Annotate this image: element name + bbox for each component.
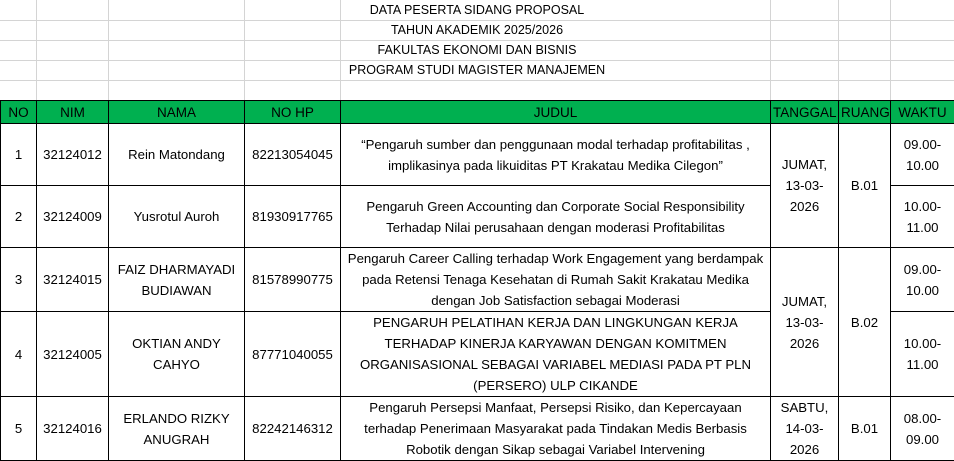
- table-header-row: [1, 101, 954, 124]
- cell-nama[interactable]: FAIZ DHARMAYADI BUDIAWAN: [109, 248, 245, 312]
- cell-ruang[interactable]: B.01: [839, 397, 891, 461]
- col-header-nim[interactable]: NIM: [37, 101, 109, 124]
- cell-hp[interactable]: 82242146312: [245, 397, 341, 461]
- title-line-3: FAKULTAS EKONOMI DAN BISNIS: [0, 40, 954, 61]
- col-header-hp[interactable]: NO HP: [245, 101, 341, 124]
- cell-hp[interactable]: 82213054045: [245, 124, 341, 186]
- cell-nama[interactable]: ERLANDO RIZKY ANUGRAH: [109, 397, 245, 461]
- cell-tanggal[interactable]: JUMAT, 13-03-2026: [771, 124, 839, 248]
- cell-nim[interactable]: 32124015: [37, 248, 109, 312]
- cell-judul[interactable]: Pengaruh Green Accounting dan Corporate Social Responsibility Terhadap Nilai perusahaan dengan moderasi Profitabilitas: [341, 186, 771, 248]
- col-header-waktu[interactable]: WAKTU: [891, 101, 954, 124]
- title-line-2: TAHUN AKADEMIK 2025/2026: [0, 20, 954, 41]
- cell-hp[interactable]: 81930917765: [245, 186, 341, 248]
- cell-hp[interactable]: 81578990775: [245, 248, 341, 312]
- cell-tanggal[interactable]: JUMAT, 13-03-2026: [771, 248, 839, 397]
- cell-no[interactable]: 5: [1, 397, 37, 461]
- table-row: [1, 124, 954, 186]
- cell-waktu[interactable]: 10.00-11.00: [891, 312, 954, 397]
- cell-nama[interactable]: Yusrotul Auroh: [109, 186, 245, 248]
- title-line-1: DATA PESERTA SIDANG PROPOSAL: [0, 0, 954, 21]
- col-header-tanggal[interactable]: TANGGAL: [771, 101, 839, 124]
- cell-nama[interactable]: OKTIAN ANDY CAHYO: [109, 312, 245, 397]
- cell-judul[interactable]: Pengaruh Career Calling terhadap Work Engagement yang berdampak pada Retensi Tenaga Kesehatan di Rumah Sakit Krakatau Medika dengan Job Satisfaction sebagai Moderasi: [341, 248, 771, 312]
- cell-judul[interactable]: PENGARUH PELATIHAN KERJA DAN LINGKUNGAN KERJA TERHADAP KINERJA KARYAWAN DENGAN KOMITMEN ORGANISASIONAL SEBAGAI VARIABEL MEDIASI PADA PT PLN (PERSERO) ULP CIKANDE: [341, 312, 771, 397]
- participants-table: [0, 100, 954, 461]
- cell-tanggal[interactable]: SABTU, 14-03-2026: [771, 397, 839, 461]
- cell-nim[interactable]: 32124012: [37, 124, 109, 186]
- table-row: [1, 397, 954, 461]
- cell-waktu[interactable]: 08.00-09.00: [891, 397, 954, 461]
- col-header-judul[interactable]: JUDUL: [341, 101, 771, 124]
- cell-hp[interactable]: 87771040055: [245, 312, 341, 397]
- title-line-4: PROGRAM STUDI MAGISTER MANAJEMEN: [0, 60, 954, 81]
- cell-waktu[interactable]: 10.00-11.00: [891, 186, 954, 248]
- cell-waktu[interactable]: 09.00-10.00: [891, 248, 954, 312]
- col-header-ruang[interactable]: RUANG: [839, 101, 891, 124]
- cell-ruang[interactable]: B.02: [839, 248, 891, 397]
- cell-no[interactable]: 3: [1, 248, 37, 312]
- cell-no[interactable]: 2: [1, 186, 37, 248]
- blank-row: [0, 80, 954, 101]
- cell-nim[interactable]: 32124009: [37, 186, 109, 248]
- cell-judul[interactable]: Pengaruh Persepsi Manfaat, Persepsi Risiko, dan Kepercayaan terhadap Penerimaan Masyarakat pada Tindakan Medis Berbasis Robotik dengan Sikap sebagai Variabel Intervening: [341, 397, 771, 461]
- cell-nama[interactable]: Rein Matondang: [109, 124, 245, 186]
- cell-waktu[interactable]: 09.00-10.00: [891, 124, 954, 186]
- col-header-no[interactable]: NO: [1, 101, 37, 124]
- table-row: [1, 248, 954, 312]
- cell-no[interactable]: 1: [1, 124, 37, 186]
- cell-no[interactable]: 4: [1, 312, 37, 397]
- cell-judul[interactable]: “Pengaruh sumber dan penggunaan modal terhadap profitabilitas , implikasinya pada likuiditas PT Krakatau Medika Cilegon”: [341, 124, 771, 186]
- col-header-nama[interactable]: NAMA: [109, 101, 245, 124]
- cell-nim[interactable]: 32124005: [37, 312, 109, 397]
- cell-nim[interactable]: 32124016: [37, 397, 109, 461]
- cell-ruang[interactable]: B.01: [839, 124, 891, 248]
